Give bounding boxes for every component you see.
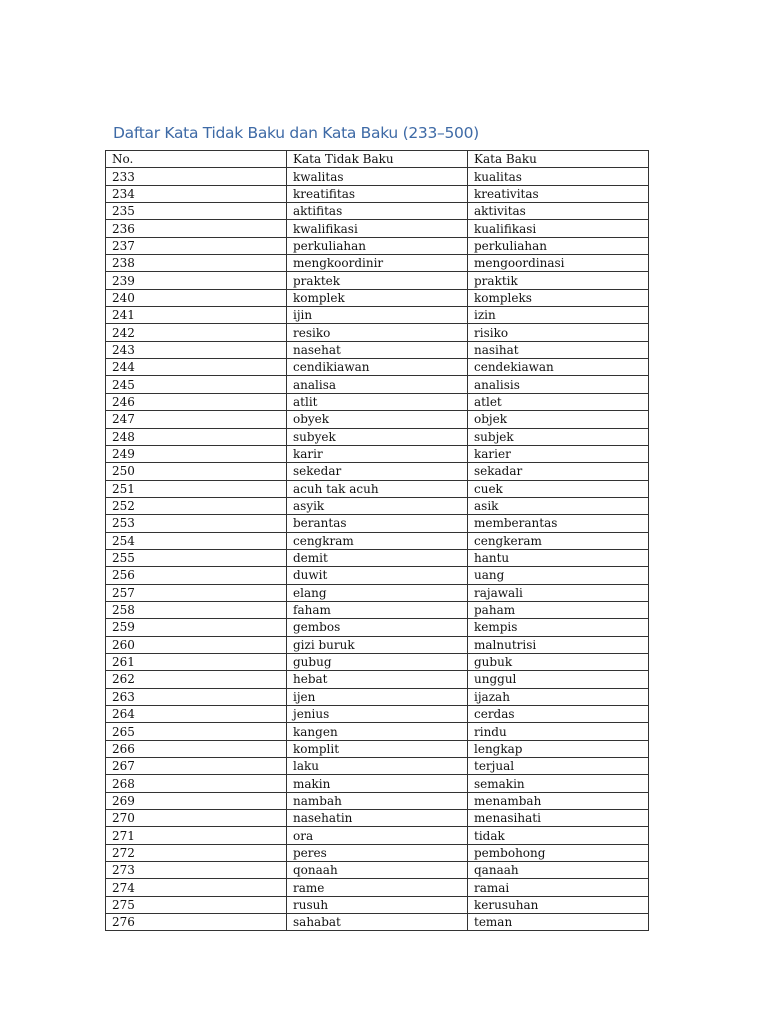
cell-kata-baku: qanaah <box>468 862 649 879</box>
cell-kata-tidak-baku: kwalifikasi <box>287 220 468 237</box>
document-title: Daftar Kata Tidak Baku dan Kata Baku (233–500) <box>113 124 479 142</box>
cell-no: 261 <box>106 653 287 670</box>
cell-no: 259 <box>106 619 287 636</box>
cell-kata-tidak-baku: nasehatin <box>287 810 468 827</box>
cell-kata-tidak-baku: ijen <box>287 688 468 705</box>
table-row <box>106 237 649 254</box>
cell-kata-tidak-baku: mengkoordinir <box>287 255 468 272</box>
cell-kata-baku: semakin <box>468 775 649 792</box>
cell-kata-tidak-baku: faham <box>287 601 468 618</box>
cell-kata-baku: analisis <box>468 376 649 393</box>
cell-kata-tidak-baku: hebat <box>287 671 468 688</box>
cell-no: 247 <box>106 411 287 428</box>
cell-kata-tidak-baku: kangen <box>287 723 468 740</box>
cell-kata-baku: gubuk <box>468 653 649 670</box>
cell-kata-tidak-baku: jenius <box>287 706 468 723</box>
cell-kata-baku: objek <box>468 411 649 428</box>
cell-kata-baku: kualifikasi <box>468 220 649 237</box>
cell-kata-tidak-baku: nambah <box>287 792 468 809</box>
column-header-no: No. <box>106 151 287 168</box>
cell-kata-baku: cerdas <box>468 706 649 723</box>
cell-no: 263 <box>106 688 287 705</box>
cell-no: 256 <box>106 567 287 584</box>
cell-no: 240 <box>106 289 287 306</box>
cell-no: 266 <box>106 740 287 757</box>
cell-kata-tidak-baku: rame <box>287 879 468 896</box>
table-row <box>106 896 649 913</box>
cell-kata-tidak-baku: gembos <box>287 619 468 636</box>
cell-no: 246 <box>106 393 287 410</box>
cell-kata-tidak-baku: sekedar <box>287 463 468 480</box>
cell-kata-baku: kualitas <box>468 168 649 185</box>
cell-kata-tidak-baku: acuh tak acuh <box>287 480 468 497</box>
table-row <box>106 914 649 931</box>
cell-kata-baku: subjek <box>468 428 649 445</box>
cell-kata-tidak-baku: resiko <box>287 324 468 341</box>
table-row <box>106 601 649 618</box>
cell-kata-baku: izin <box>468 307 649 324</box>
table-row <box>106 619 649 636</box>
table-row <box>106 185 649 202</box>
cell-no: 271 <box>106 827 287 844</box>
cell-kata-baku: unggul <box>468 671 649 688</box>
cell-kata-baku: mengoordinasi <box>468 255 649 272</box>
cell-kata-baku: pembohong <box>468 844 649 861</box>
cell-kata-tidak-baku: cendikiawan <box>287 359 468 376</box>
cell-kata-tidak-baku: nasehat <box>287 341 468 358</box>
table-row <box>106 497 649 514</box>
cell-kata-baku: paham <box>468 601 649 618</box>
cell-no: 269 <box>106 792 287 809</box>
cell-kata-baku: kompleks <box>468 289 649 306</box>
table-row <box>106 792 649 809</box>
cell-kata-baku: hantu <box>468 549 649 566</box>
cell-kata-tidak-baku: komplit <box>287 740 468 757</box>
cell-no: 241 <box>106 307 287 324</box>
cell-kata-tidak-baku: demit <box>287 549 468 566</box>
cell-kata-baku: perkuliahan <box>468 237 649 254</box>
cell-kata-baku: kreativitas <box>468 185 649 202</box>
cell-no: 245 <box>106 376 287 393</box>
table-row <box>106 653 649 670</box>
cell-kata-tidak-baku: karir <box>287 445 468 462</box>
cell-kata-tidak-baku: ijin <box>287 307 468 324</box>
cell-no: 242 <box>106 324 287 341</box>
table-row <box>106 636 649 653</box>
cell-kata-baku: karier <box>468 445 649 462</box>
cell-kata-tidak-baku: kwalitas <box>287 168 468 185</box>
cell-kata-baku: kempis <box>468 619 649 636</box>
cell-kata-baku: terjual <box>468 758 649 775</box>
cell-kata-baku: uang <box>468 567 649 584</box>
cell-no: 265 <box>106 723 287 740</box>
table-row <box>106 827 649 844</box>
table-row <box>106 168 649 185</box>
cell-kata-tidak-baku: perkuliahan <box>287 237 468 254</box>
table-row <box>106 758 649 775</box>
table-row <box>106 341 649 358</box>
cell-kata-tidak-baku: rusuh <box>287 896 468 913</box>
cell-no: 275 <box>106 896 287 913</box>
table-row <box>106 463 649 480</box>
cell-kata-tidak-baku: makin <box>287 775 468 792</box>
table-row <box>106 515 649 532</box>
cell-kata-baku: ramai <box>468 879 649 896</box>
cell-no: 248 <box>106 428 287 445</box>
cell-kata-baku: malnutrisi <box>468 636 649 653</box>
table-row <box>106 723 649 740</box>
table-row <box>106 307 649 324</box>
table-row <box>106 324 649 341</box>
table-row <box>106 428 649 445</box>
cell-no: 249 <box>106 445 287 462</box>
cell-kata-tidak-baku: elang <box>287 584 468 601</box>
table-row <box>106 532 649 549</box>
cell-kata-baku: risiko <box>468 324 649 341</box>
cell-kata-tidak-baku: gizi buruk <box>287 636 468 653</box>
cell-no: 270 <box>106 810 287 827</box>
cell-kata-baku: cengkeram <box>468 532 649 549</box>
cell-kata-tidak-baku: aktifitas <box>287 203 468 220</box>
cell-kata-tidak-baku: komplek <box>287 289 468 306</box>
cell-kata-tidak-baku: duwit <box>287 567 468 584</box>
cell-no: 239 <box>106 272 287 289</box>
table-row <box>106 879 649 896</box>
cell-kata-baku: kerusuhan <box>468 896 649 913</box>
cell-no: 236 <box>106 220 287 237</box>
cell-kata-baku: menasihati <box>468 810 649 827</box>
cell-no: 264 <box>106 706 287 723</box>
cell-kata-tidak-baku: berantas <box>287 515 468 532</box>
cell-kata-tidak-baku: subyek <box>287 428 468 445</box>
cell-no: 243 <box>106 341 287 358</box>
column-header-kata-tidak-baku: Kata Tidak Baku <box>287 151 468 168</box>
table-row <box>106 740 649 757</box>
cell-no: 273 <box>106 862 287 879</box>
cell-no: 253 <box>106 515 287 532</box>
cell-no: 233 <box>106 168 287 185</box>
cell-kata-tidak-baku: obyek <box>287 411 468 428</box>
cell-kata-baku: praktik <box>468 272 649 289</box>
cell-kata-baku: rindu <box>468 723 649 740</box>
cell-kata-baku: sekadar <box>468 463 649 480</box>
cell-kata-baku: teman <box>468 914 649 931</box>
cell-kata-baku: nasihat <box>468 341 649 358</box>
cell-no: 234 <box>106 185 287 202</box>
table-row <box>106 549 649 566</box>
cell-kata-tidak-baku: peres <box>287 844 468 861</box>
cell-no: 254 <box>106 532 287 549</box>
table-row <box>106 706 649 723</box>
cell-no: 276 <box>106 914 287 931</box>
table-row <box>106 411 649 428</box>
table-row <box>106 203 649 220</box>
cell-no: 252 <box>106 497 287 514</box>
cell-kata-baku: cendekiawan <box>468 359 649 376</box>
cell-kata-tidak-baku: kreatifitas <box>287 185 468 202</box>
table-row <box>106 862 649 879</box>
cell-kata-baku: atlet <box>468 393 649 410</box>
table-row <box>106 376 649 393</box>
cell-no: 272 <box>106 844 287 861</box>
cell-kata-baku: asik <box>468 497 649 514</box>
cell-no: 274 <box>106 879 287 896</box>
table-row <box>106 393 649 410</box>
table-row <box>106 359 649 376</box>
cell-kata-tidak-baku: gubug <box>287 653 468 670</box>
cell-kata-tidak-baku: cengkram <box>287 532 468 549</box>
cell-no: 250 <box>106 463 287 480</box>
table-row <box>106 445 649 462</box>
cell-no: 237 <box>106 237 287 254</box>
cell-no: 257 <box>106 584 287 601</box>
cell-kata-baku: memberantas <box>468 515 649 532</box>
table-header-row <box>106 151 649 168</box>
cell-no: 268 <box>106 775 287 792</box>
table-row <box>106 220 649 237</box>
cell-no: 260 <box>106 636 287 653</box>
cell-kata-tidak-baku: qonaah <box>287 862 468 879</box>
cell-kata-tidak-baku: praktek <box>287 272 468 289</box>
cell-kata-baku: tidak <box>468 827 649 844</box>
cell-kata-baku: lengkap <box>468 740 649 757</box>
table-row <box>106 810 649 827</box>
table-row <box>106 272 649 289</box>
cell-no: 235 <box>106 203 287 220</box>
cell-kata-tidak-baku: sahabat <box>287 914 468 931</box>
table-row <box>106 584 649 601</box>
cell-kata-baku: menambah <box>468 792 649 809</box>
table-row <box>106 671 649 688</box>
table-row <box>106 844 649 861</box>
cell-kata-tidak-baku: ora <box>287 827 468 844</box>
table-row <box>106 255 649 272</box>
table-row <box>106 480 649 497</box>
table-body <box>106 168 649 931</box>
table-row <box>106 289 649 306</box>
column-header-kata-baku: Kata Baku <box>468 151 649 168</box>
cell-no: 258 <box>106 601 287 618</box>
cell-kata-tidak-baku: analisa <box>287 376 468 393</box>
cell-kata-baku: ijazah <box>468 688 649 705</box>
cell-kata-tidak-baku: atlit <box>287 393 468 410</box>
cell-no: 262 <box>106 671 287 688</box>
cell-kata-tidak-baku: asyik <box>287 497 468 514</box>
cell-no: 267 <box>106 758 287 775</box>
cell-kata-baku: rajawali <box>468 584 649 601</box>
cell-kata-tidak-baku: laku <box>287 758 468 775</box>
table-row <box>106 567 649 584</box>
cell-no: 251 <box>106 480 287 497</box>
cell-kata-baku: aktivitas <box>468 203 649 220</box>
word-table <box>105 150 649 931</box>
table-row <box>106 688 649 705</box>
cell-no: 238 <box>106 255 287 272</box>
cell-no: 244 <box>106 359 287 376</box>
cell-kata-baku: cuek <box>468 480 649 497</box>
cell-no: 255 <box>106 549 287 566</box>
table-row <box>106 775 649 792</box>
